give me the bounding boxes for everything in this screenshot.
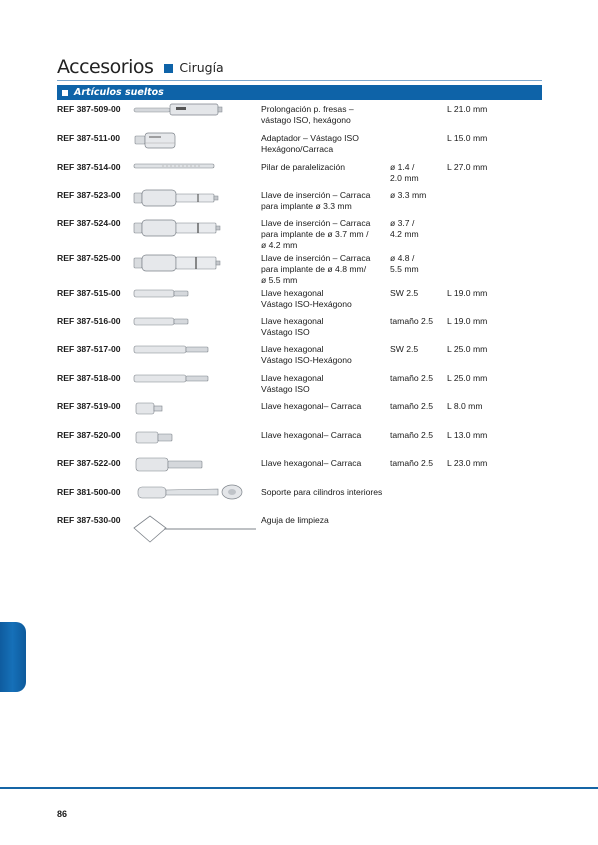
drill-extension-icon — [132, 102, 256, 118]
hex-key-icon — [132, 288, 256, 300]
hex-key-icon — [132, 344, 256, 356]
page-title: Accesorios — [57, 56, 154, 78]
item-description: Llave hexagonal– Carraca — [261, 458, 362, 468]
insertion-key-icon — [132, 253, 256, 275]
item-ref: REF 387-523-00 — [57, 190, 121, 200]
title-divider — [57, 80, 542, 81]
item-length: L 25.0 mm — [447, 344, 488, 354]
title-square-icon — [164, 64, 173, 73]
item-ref: REF 387-509-00 — [57, 104, 121, 114]
item-ref: REF 387-511-00 — [57, 133, 121, 143]
insertion-key-icon — [132, 188, 256, 210]
item-description: Llave hexagonal Vástago ISO-Hexágono — [261, 288, 352, 309]
item-spec: tamaño 2.5 — [390, 316, 433, 326]
item-description: Llave hexagonal– Carraca — [261, 401, 362, 411]
item-ref: REF 387-524-00 — [57, 218, 121, 228]
section-side-tab — [0, 622, 26, 692]
item-ref: REF 387-516-00 — [57, 316, 121, 326]
ratchet-hex-key-icon — [132, 430, 256, 446]
item-spec: tamaño 2.5 — [390, 373, 433, 383]
item-ref: REF 387-515-00 — [57, 288, 121, 298]
item-spec: tamaño 2.5 — [390, 430, 433, 440]
item-length: L 19.0 mm — [447, 316, 488, 326]
item-ref: REF 381-500-00 — [57, 487, 121, 497]
page-number: 86 — [57, 809, 68, 819]
item-spec: ø 1.4 / 2.0 mm — [390, 162, 419, 183]
item-ref: REF 387-522-00 — [57, 458, 121, 468]
item-ref: REF 387-518-00 — [57, 373, 121, 383]
item-length: L 15.0 mm — [447, 133, 488, 143]
item-description: Llave de inserción – Carraca para implante de ø 3.7 mm / ø 4.2 mm — [261, 218, 371, 250]
item-length: L 13.0 mm — [447, 430, 488, 440]
hex-key-icon — [132, 373, 256, 385]
item-length: L 23.0 mm — [447, 458, 488, 468]
item-ref: REF 387-525-00 — [57, 253, 121, 263]
cylinder-holder-icon — [132, 483, 256, 501]
item-spec: tamaño 2.5 — [390, 458, 433, 468]
item-length: L 8.0 mm — [447, 401, 483, 411]
item-spec: SW 2.5 — [390, 288, 419, 298]
item-description: Llave hexagonal– Carraca — [261, 430, 362, 440]
item-spec: ø 3.7 / 4.2 mm — [390, 218, 419, 239]
item-description: Soporte para cilindros interiores — [261, 487, 383, 497]
page-subtitle: Cirugía — [179, 60, 224, 75]
section-label: Artículos sueltos — [74, 87, 164, 98]
item-description: Pilar de paralelización — [261, 162, 346, 172]
title-row — [57, 52, 224, 78]
item-length: L 25.0 mm — [447, 373, 488, 383]
section-bar — [57, 85, 542, 100]
item-length: L 27.0 mm — [447, 162, 488, 172]
parallel-post-icon — [132, 162, 256, 172]
item-ref: REF 387-517-00 — [57, 344, 121, 354]
ratchet-hex-key-icon — [132, 456, 256, 474]
item-description: Llave hexagonal Vástago ISO — [261, 316, 324, 337]
item-ref: REF 387-514-00 — [57, 162, 121, 172]
item-length: L 19.0 mm — [447, 288, 488, 298]
ratchet-hex-key-icon — [132, 401, 256, 417]
hex-key-icon — [132, 316, 256, 328]
item-ref: REF 387-519-00 — [57, 401, 121, 411]
adapter-icon — [132, 131, 256, 151]
item-description: Llave de inserción – Carraca para implante ø 3.3 mm — [261, 190, 371, 211]
item-spec: SW 2.5 — [390, 344, 419, 354]
item-spec: ø 3.3 mm — [390, 190, 427, 200]
section-square-icon — [62, 90, 68, 96]
item-ref: REF 387-530-00 — [57, 515, 121, 525]
item-description: Llave hexagonal Vástago ISO-Hexágono — [261, 344, 352, 365]
item-description: Aguja de limpieza — [261, 515, 329, 525]
insertion-key-icon — [132, 218, 256, 240]
item-description: Llave de inserción – Carraca para implante de ø 4.8 mm/ ø 5.5 mm — [261, 253, 371, 285]
item-description: Prolongación p. fresas – vástago ISO, hexágono — [261, 104, 354, 125]
item-description: Adaptador – Vástago ISO Hexágono/Carraca — [261, 133, 359, 154]
footer-divider — [0, 787, 598, 789]
item-length: L 21.0 mm — [447, 104, 488, 114]
item-description: Llave hexagonal Vástago ISO — [261, 373, 324, 394]
item-ref: REF 387-520-00 — [57, 430, 121, 440]
item-spec: tamaño 2.5 — [390, 401, 433, 411]
item-spec: ø 4.8 / 5.5 mm — [390, 253, 419, 274]
cleaning-needle-icon — [132, 514, 258, 546]
